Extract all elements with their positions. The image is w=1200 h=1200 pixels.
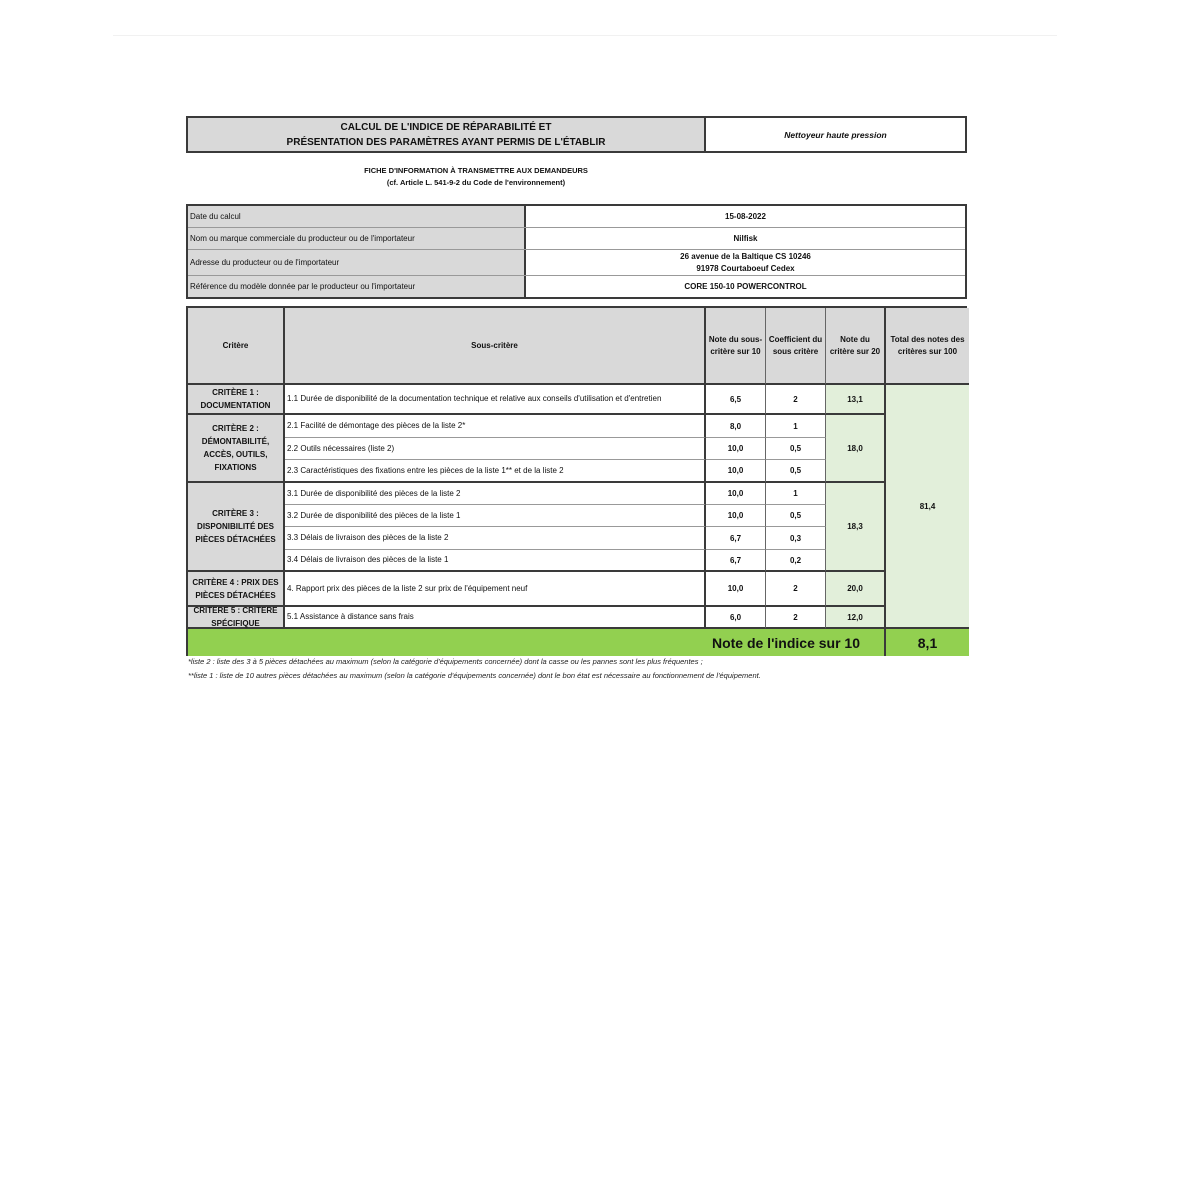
criterion-label: CRITÈRE 2 : DÉMONTABILITÉ, ACCÈS, OUTILS, FIXATIONS: [188, 415, 285, 483]
header-total: Total des notes des critères sur 100: [886, 308, 969, 385]
sub-note: 10,0: [706, 483, 766, 505]
info-value: Nilfisk: [733, 233, 758, 243]
subtitle-line-1: FICHE D'INFORMATION À TRANSMETTRE AUX DEMANDEURS: [364, 166, 588, 175]
footnote-1: *liste 2 : liste des 3 à 5 pièces détachées au maximum (selon la catégorie d'équipements concernée) dont la casse ou les pannes sont les plus fréquentes ;: [188, 657, 703, 666]
sub-criterion: 3.3 Délais de livraison des pièces de la liste 2: [285, 527, 706, 550]
header-sous-critere: Sous-critère: [285, 308, 706, 385]
subtitle-line-2: (cf. Article L. 541-9-2 du Code de l'environnement): [386, 178, 566, 187]
info-row: [188, 275, 965, 297]
info-row: [188, 227, 965, 249]
address-line-1: 26 avenue de la Baltique CS 10246: [680, 251, 811, 261]
info-label: Adresse du producteur ou de l'importateur: [188, 250, 526, 275]
sub-coef: 0,5: [766, 505, 826, 527]
total-score: 81,4: [886, 385, 969, 629]
product-type: Nettoyeur haute pression: [784, 129, 887, 140]
sub-note: 6,7: [706, 527, 766, 550]
sub-coef: 0,2: [766, 550, 826, 572]
sub-criterion: 2.3 Caractéristiques des fixations entre les pièces de la liste 1** et de la liste 2: [285, 460, 706, 483]
info-label: Nom ou marque commerciale du producteur ou de l'importateur: [188, 228, 526, 249]
sub-coef: 2: [766, 572, 826, 607]
sub-criterion: 3.4 Délais de livraison des pièces de la liste 1: [285, 550, 706, 572]
sub-note: 10,0: [706, 572, 766, 607]
final-index-label: Note de l'indice sur 10: [188, 629, 886, 656]
final-index-value: 8,1: [886, 629, 969, 656]
document-title: [188, 118, 706, 151]
header-note-sous-critere: Note du sous-critère sur 10: [706, 308, 766, 385]
sub-criterion: 5.1 Assistance à distance sans frais: [285, 607, 706, 629]
sub-note: 6,0: [706, 607, 766, 629]
sub-note: 8,0: [706, 415, 766, 438]
criterion-note: 12,0: [826, 607, 886, 629]
sub-criterion: 3.2 Durée de disponibilité des pièces de la liste 1: [285, 505, 706, 527]
title-line-1: CALCUL DE L'INDICE DE RÉPARABILITÉ ET: [340, 121, 552, 133]
sub-coef: 0,5: [766, 438, 826, 460]
sub-note: 6,7: [706, 550, 766, 572]
info-row: [188, 249, 965, 275]
header-box: [186, 116, 967, 153]
sub-coef: 1: [766, 415, 826, 438]
sub-coef: 2: [766, 385, 826, 415]
info-row: [188, 206, 965, 227]
sub-note: 10,0: [706, 505, 766, 527]
sub-coef: 2: [766, 607, 826, 629]
sub-note: 10,0: [706, 438, 766, 460]
top-divider: [113, 35, 1057, 36]
sub-criterion: 1.1 Durée de disponibilité de la documentation technique et relative aux conseils d'utilisation et d'entretien: [285, 385, 706, 415]
info-value: 15-08-2022: [725, 211, 766, 221]
header-critere: Critère: [188, 308, 285, 385]
sub-criterion: 3.1 Durée de disponibilité des pièces de la liste 2: [285, 483, 706, 505]
sub-criterion: 4. Rapport prix des pièces de la liste 2 sur prix de l'équipement neuf: [285, 572, 706, 607]
criterion-note: 18,0: [826, 415, 886, 483]
title-line-2: PRÉSENTATION DES PARAMÈTRES AYANT PERMIS DE L'ÉTABLIR: [286, 136, 606, 148]
address-line-2: 91978 Courtaboeuf Cedex: [696, 263, 795, 273]
info-value: CORE 150-10 POWERCONTROL: [684, 281, 807, 291]
sub-coef: 1: [766, 483, 826, 505]
sub-coef: 0,3: [766, 527, 826, 550]
criterion-label: CRITÈRE 4 : PRIX DES PIÈCES DÉTACHÉES: [188, 572, 285, 607]
info-table: [186, 204, 967, 299]
criterion-note: 13,1: [826, 385, 886, 415]
header-coefficient: Coefficient du sous critère: [766, 308, 826, 385]
sub-criterion: 2.2 Outils nécessaires (liste 2): [285, 438, 706, 460]
criterion-label: CRITÈRE 3 : DISPONIBILITÉ DES PIÈCES DÉTACHÉES: [188, 483, 285, 572]
info-value: [526, 250, 965, 275]
info-label: Référence du modèle donnée par le producteur ou l'importateur: [188, 276, 526, 297]
criterion-label: CRITERE 5 : CRITERE SPÉCIFIQUE: [188, 607, 285, 629]
sub-criterion: 2.1 Facilité de démontage des pièces de la liste 2*: [285, 415, 706, 438]
criterion-note: 18,3: [826, 483, 886, 572]
sub-note: 6,5: [706, 385, 766, 415]
sub-coef: 0,5: [766, 460, 826, 483]
repairability-table: [186, 306, 967, 656]
info-label: Date du calcul: [188, 206, 526, 227]
criterion-label: CRITÈRE 1 : DOCUMENTATION: [188, 385, 285, 415]
header-note-critere: Note du critère sur 20: [826, 308, 886, 385]
criterion-note: 20,0: [826, 572, 886, 607]
sub-note: 10,0: [706, 460, 766, 483]
footnote-2: **liste 1 : liste de 10 autres pièces détachées au maximum (selon la catégorie d'équipements concernée) dont le bon état est nécessaire au fonctionnement de l'équipement.: [188, 671, 761, 680]
